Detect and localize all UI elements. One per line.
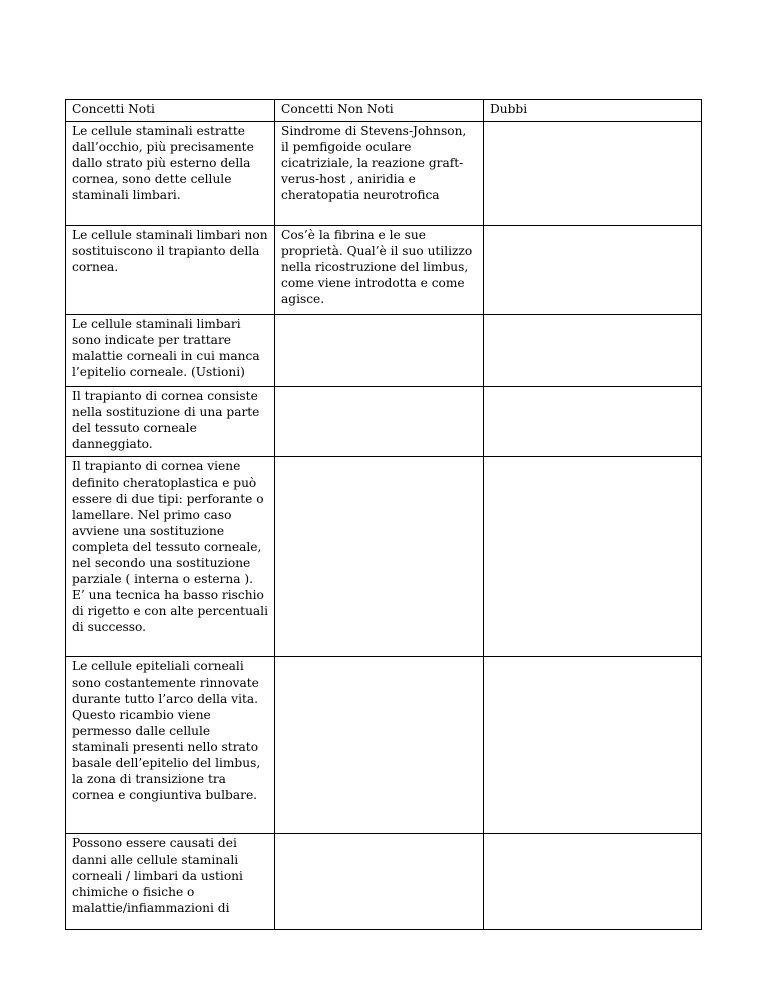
cell-text: Il trapianto di cornea consiste nella sostituzione di una parte del tessuto corneale danneggiato.	[72, 389, 260, 452]
cell-noti	[66, 834, 275, 930]
header-cell-concetti-non-noti	[275, 100, 484, 122]
table-row	[66, 226, 702, 315]
cell-dubbi	[484, 226, 702, 315]
header-cell-concetti-noti	[66, 100, 275, 122]
cell-dubbi	[484, 457, 702, 657]
cell-noti	[66, 122, 275, 226]
table-header-row	[66, 100, 702, 122]
table-row	[66, 834, 702, 930]
cell-noti	[66, 457, 275, 657]
cell-non-noti	[275, 457, 484, 657]
table-row	[66, 122, 702, 226]
cell-noti	[66, 387, 275, 457]
cell-noti	[66, 657, 275, 834]
cell-noti	[66, 315, 275, 387]
cell-non-noti	[275, 226, 484, 315]
header-label: Concetti Noti	[72, 102, 155, 116]
cell-non-noti	[275, 122, 484, 226]
cell-non-noti	[275, 834, 484, 930]
cell-non-noti	[275, 387, 484, 457]
cell-text: Le cellule staminali limbari non sostituiscono il trapianto della cornea.	[72, 228, 268, 275]
table-row	[66, 657, 702, 834]
cell-text: Possono essere causati dei danni alle cellule staminali corneali / limbari da ustioni chimiche o fisiche o malattie/infiammazioni di	[72, 836, 243, 915]
table-row	[66, 457, 702, 657]
header-cell-dubbi	[484, 100, 702, 122]
cell-text: Sindrome di Stevens-Johnson, il pemfigoide oculare cicatriziale, la reazione graft-verus-host , aniridia e cheratopatia neurotrofica	[281, 124, 467, 203]
cell-dubbi	[484, 657, 702, 834]
table-row	[66, 387, 702, 457]
cell-text: Le cellule epiteliali corneali sono costantemente rinnovate durante tutto l’arco della vita. Questo ricambio viene permesso dalle cellule staminali presenti nello strato basale dell’epitelio del limbus, la zona di transizione tra cornea e congiuntiva bulbare.	[72, 659, 261, 803]
cell-non-noti	[275, 657, 484, 834]
cell-text: Cos’è la fibrina e le sue proprietà. Qual’è il suo utilizzo nella ricostruzione del limbus, come viene introdotta e come agisce.	[281, 228, 473, 307]
cell-dubbi	[484, 315, 702, 387]
cell-dubbi	[484, 387, 702, 457]
header-label: Dubbi	[490, 102, 528, 116]
table-row	[66, 315, 702, 387]
header-label: Concetti Non Noti	[281, 102, 394, 116]
cell-text: Il trapianto di cornea viene definito cheratoplastica e può essere di due tipi: perforante o lamellare. Nel primo caso avviene una sostituzione completa del tessuto corneale, nel secondo una sostituzione parziale ( interna o esterna ). E’ una tecnica ha basso rischio di rigetto e con alte percentuali di successo.	[72, 459, 268, 635]
cell-non-noti	[275, 315, 484, 387]
cell-dubbi	[484, 834, 702, 930]
concepts-table	[65, 99, 702, 930]
cell-text: Le cellule staminali estratte dall’occhio, più precisamente dallo strato più esterno della cornea, sono dette cellule staminali limbari.	[72, 124, 254, 203]
cell-text: Le cellule staminali limbari sono indicate per trattare malattie corneali in cui manca l’epitelio corneale. (Ustioni)	[72, 317, 260, 380]
cell-noti	[66, 226, 275, 315]
cell-dubbi	[484, 122, 702, 226]
